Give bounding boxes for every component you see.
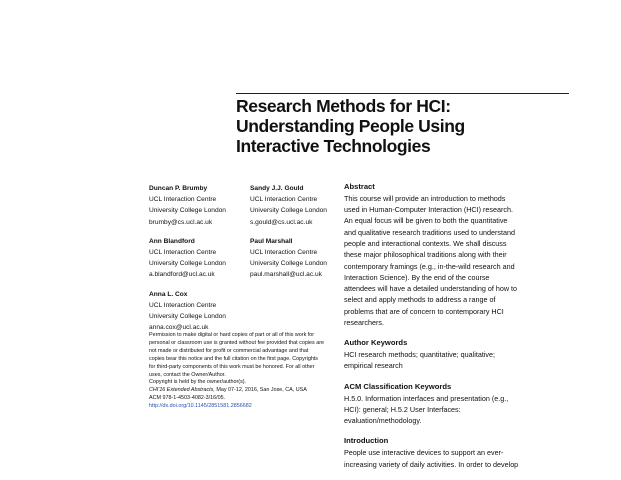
copyright-line: uses, contact the Owner/Author. — [149, 371, 226, 378]
venue-details: May 07-12, 2016, San Jose, CA, USA — [214, 387, 307, 394]
author-block — [149, 236, 226, 281]
acm-keywords-line: HCI): general; H.5.2 User Interfaces: — [344, 404, 461, 414]
keywords-line: empirical research — [344, 361, 403, 371]
right-column — [344, 181, 569, 479]
copyright-line: copies bear this notice and the full citation on the first page. Copyrights — [149, 355, 319, 362]
doi-link[interactable]: http://dx.doi.org/10.1145/2851581.2856682 — [149, 403, 252, 410]
copyright-line: for third-party components of this work must be honored. For all other — [149, 363, 315, 370]
abstract-line: problems that are of concern to contemporary HCI — [344, 306, 504, 316]
abstract-line: contemporary framings (e.g., in-the-wild research and — [344, 261, 515, 271]
author-affiliation: UCL Interaction Centre — [250, 249, 318, 257]
abstract-line: Interaction Science). By the end of the course — [344, 272, 490, 282]
author-email[interactable]: s.gould@cs.ucl.ac.uk — [250, 218, 313, 226]
keywords-line: HCI research methods; quantitative; qualitative; — [344, 350, 496, 360]
author-affiliation: UCL Interaction Centre — [149, 196, 217, 204]
abstract-line: This course will provide an introduction to methods — [344, 193, 506, 203]
acm-keywords-line: H.5.0. Information interfaces and presentation (e.g., — [344, 393, 509, 403]
abstract-heading: Abstract — [344, 182, 375, 191]
paper-title — [236, 96, 576, 156]
author-keywords-section — [344, 337, 569, 371]
author-institution: University College London — [149, 207, 226, 215]
author-block — [149, 289, 226, 334]
abstract-line: An equal focus will be given to both the quantitative — [344, 216, 508, 226]
title-line: Research Methods for HCI: — [236, 96, 451, 116]
copyright-line: not made or distributed for profit or commercial advantage and that — [149, 347, 309, 354]
venue-name: CHI'16 Extended Abstracts, — [149, 387, 215, 394]
acm-keywords-heading: ACM Classification Keywords — [344, 381, 452, 391]
author-affiliation: UCL Interaction Centre — [149, 249, 217, 257]
author-name: Anna L. Cox — [149, 290, 188, 298]
abstract-line: people and interactional contexts. We shall discuss — [344, 238, 507, 248]
author-institution: University College London — [149, 260, 226, 268]
abstract-line: used in Human-Computer Interaction (HCI) research. — [344, 205, 513, 215]
author-block — [149, 183, 226, 228]
author-email[interactable]: anna.cox@ucl.ac.uk — [149, 324, 209, 332]
title-line: Interactive Technologies — [236, 136, 431, 156]
author-email[interactable]: brumby@cs.ucl.ac.uk — [149, 218, 213, 226]
venue-line — [149, 387, 344, 395]
introduction-section — [344, 435, 569, 469]
author-name: Ann Blandford — [149, 237, 195, 245]
title-line: Understanding People Using — [236, 116, 465, 136]
copyright-line: Permission to make digital or hard copies of part or all of this work for — [149, 332, 315, 338]
author-institution: University College London — [149, 313, 226, 321]
introduction-line: People use interactive devices to support an ever- — [344, 448, 504, 458]
title-rule — [236, 93, 569, 94]
author-keywords-heading: Author Keywords — [344, 338, 408, 348]
acm-line: ACM 978-1-4503-4082-3/16/05. — [149, 395, 226, 402]
abstract-line: attendees will have a detailed understanding of how to — [344, 284, 518, 294]
author-institution: University College London — [250, 207, 327, 215]
author-block — [250, 183, 327, 228]
abstract-line: and qualitative research traditions used to understand — [344, 227, 516, 237]
copyright-line: Copyright is held by the owner/author(s). — [149, 379, 247, 386]
author-email[interactable]: a.blandford@ucl.ac.uk — [149, 271, 215, 279]
copyright-line: personal or classroom use is granted without fee provided that copies are — [149, 339, 324, 346]
authors-left — [149, 183, 226, 341]
author-name: Duncan P. Brumby — [149, 185, 208, 192]
abstract-line: select and apply methods to address a range of — [344, 295, 496, 305]
author-affiliation: UCL Interaction Centre — [149, 301, 217, 309]
author-name: Paul Marshall — [250, 237, 293, 245]
authors-right — [250, 183, 327, 289]
abstract-line: researchers. — [344, 318, 384, 328]
copyright-notice — [149, 332, 344, 411]
abstract-section — [344, 181, 569, 328]
author-affiliation: UCL Interaction Centre — [250, 196, 318, 204]
introduction-heading: Introduction — [344, 436, 389, 446]
acm-keywords-section — [344, 381, 569, 427]
author-email[interactable]: paul.marshall@ucl.ac.uk — [250, 271, 322, 279]
author-name: Sandy J.J. Gould — [250, 185, 304, 192]
abstract-line: these major philosophical traditions along with their — [344, 250, 507, 260]
introduction-line: increasing variety of daily activities. In order to develop — [344, 459, 519, 469]
author-institution: University College London — [250, 260, 327, 268]
author-block — [250, 236, 327, 281]
acm-keywords-line: evaluation/methodology. — [344, 416, 422, 426]
